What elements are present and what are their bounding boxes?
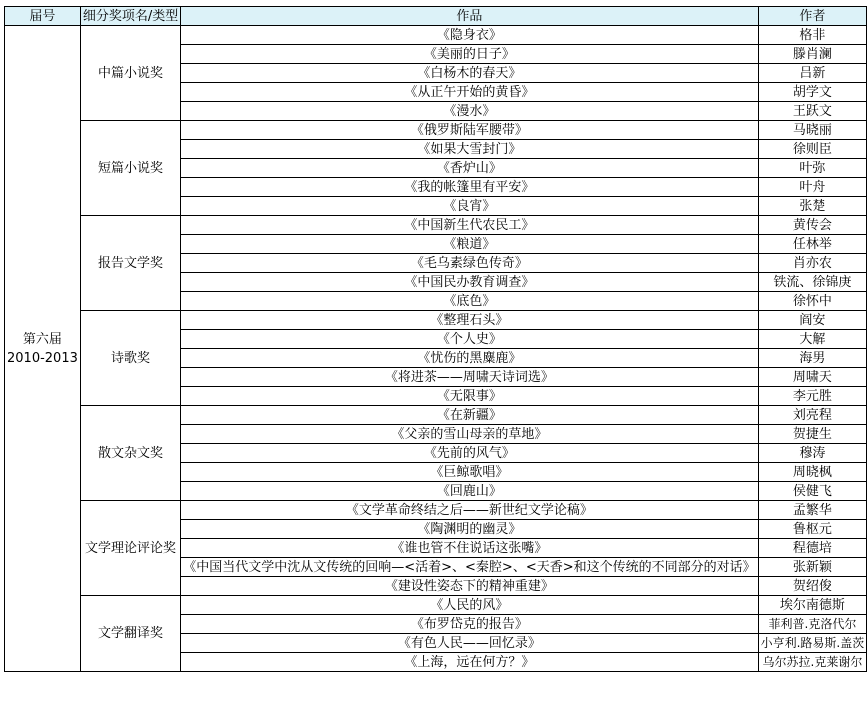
work-cell: 《从正午开始的黄昏》 xyxy=(181,83,758,102)
work-cell: 《父亲的雪山母亲的草地》 xyxy=(181,425,758,444)
category-cell: 文学理论评论奖 xyxy=(80,501,180,596)
header-author: 作者 xyxy=(758,7,867,26)
work-cell: 《隐身衣》 xyxy=(181,26,758,45)
author-cell: 肖亦农 xyxy=(758,254,867,273)
author-cell: 吕新 xyxy=(758,64,867,83)
table-row xyxy=(5,121,867,140)
header-session: 届号 xyxy=(5,7,81,26)
author-cell: 程德培 xyxy=(758,539,867,558)
work-cell: 《建设性姿态下的精神重建》 xyxy=(181,577,758,596)
author-cell: 小亨利.路易斯.盖茨 xyxy=(758,634,867,653)
author-cell: 侯健飞 xyxy=(758,482,867,501)
work-cell: 《布罗岱克的报告》 xyxy=(181,615,758,634)
work-cell: 《美丽的日子》 xyxy=(181,45,758,64)
table-row xyxy=(5,311,867,330)
work-cell: 《巨鲸歌唱》 xyxy=(181,463,758,482)
work-cell: 《良宵》 xyxy=(181,197,758,216)
work-cell: 《无限事》 xyxy=(181,387,758,406)
work-cell: 《我的帐篷里有平安》 xyxy=(181,178,758,197)
author-cell: 胡学文 xyxy=(758,83,867,102)
work-cell: 《毛乌素绿色传奇》 xyxy=(181,254,758,273)
work-cell: 《香炉山》 xyxy=(181,159,758,178)
author-cell: 菲利普.克洛代尔 xyxy=(758,615,867,634)
session-label: 第六届 xyxy=(22,331,62,347)
awards-table xyxy=(4,6,867,672)
work-cell: 《如果大雪封门》 xyxy=(181,140,758,159)
category-cell: 中篇小说奖 xyxy=(80,26,180,121)
author-cell: 任林举 xyxy=(758,235,867,254)
author-cell: 周啸天 xyxy=(758,368,867,387)
work-cell: 《中国新生代农民工》 xyxy=(181,216,758,235)
header-row xyxy=(5,7,867,26)
work-cell: 《粮道》 xyxy=(181,235,758,254)
work-cell: 《文学革命终结之后——新世纪文学论稿》 xyxy=(181,501,758,520)
table-row xyxy=(5,501,867,520)
header-category: 细分奖项名/类型 xyxy=(80,7,180,26)
author-cell: 黄传会 xyxy=(758,216,867,235)
work-cell: 《白杨木的春天》 xyxy=(181,64,758,83)
work-cell: 《先前的风气》 xyxy=(181,444,758,463)
work-cell: 《谁也管不住说话这张嘴》 xyxy=(181,539,758,558)
author-cell: 贺绍俊 xyxy=(758,577,867,596)
work-cell: 《中国当代文学中沈从文传统的回响—<活着>、<秦腔>、<天香>和这个传统的不同部分的对话》 xyxy=(181,558,758,577)
category-cell: 诗歌奖 xyxy=(80,311,180,406)
work-cell: 《中国民办教育调查》 xyxy=(181,273,758,292)
author-cell: 孟繁华 xyxy=(758,501,867,520)
author-cell: 张新颖 xyxy=(758,558,867,577)
author-cell: 贺捷生 xyxy=(758,425,867,444)
author-cell: 阎安 xyxy=(758,311,867,330)
table-row xyxy=(5,406,867,425)
author-cell: 海男 xyxy=(758,349,867,368)
work-cell: 《在新疆》 xyxy=(181,406,758,425)
author-cell: 穆涛 xyxy=(758,444,867,463)
author-cell: 鲁枢元 xyxy=(758,520,867,539)
work-cell: 《俄罗斯陆军腰带》 xyxy=(181,121,758,140)
author-cell: 徐怀中 xyxy=(758,292,867,311)
author-cell: 叶弥 xyxy=(758,159,867,178)
category-cell: 文学翻译奖 xyxy=(80,596,180,672)
author-cell: 埃尔南德斯 xyxy=(758,596,867,615)
work-cell: 《陶渊明的幽灵》 xyxy=(181,520,758,539)
work-cell: 《上海，远在何方？》 xyxy=(181,653,758,672)
author-cell: 王跃文 xyxy=(758,102,867,121)
author-cell: 马晓丽 xyxy=(758,121,867,140)
table-row xyxy=(5,216,867,235)
work-cell: 《漫水》 xyxy=(181,102,758,121)
category-cell: 报告文学奖 xyxy=(80,216,180,311)
author-cell: 滕肖澜 xyxy=(758,45,867,64)
author-cell: 周晓枫 xyxy=(758,463,867,482)
work-cell: 《个人史》 xyxy=(181,330,758,349)
category-cell: 短篇小说奖 xyxy=(80,121,180,216)
category-cell: 散文杂文奖 xyxy=(80,406,180,501)
session-years: 2010-2013 xyxy=(7,350,78,366)
header-work: 作品 xyxy=(181,7,758,26)
author-cell: 乌尔苏拉.克莱谢尔 xyxy=(758,653,867,672)
author-cell: 刘亮程 xyxy=(758,406,867,425)
author-cell: 铁流、徐锦庚 xyxy=(758,273,867,292)
work-cell: 《人民的风》 xyxy=(181,596,758,615)
work-cell: 《回鹿山》 xyxy=(181,482,758,501)
author-cell: 格非 xyxy=(758,26,867,45)
table-row xyxy=(5,596,867,615)
work-cell: 《底色》 xyxy=(181,292,758,311)
table-row xyxy=(5,26,867,45)
author-cell: 叶舟 xyxy=(758,178,867,197)
work-cell: 《整理石头》 xyxy=(181,311,758,330)
session-cell xyxy=(5,26,81,672)
author-cell: 大解 xyxy=(758,330,867,349)
work-cell: 《忧伤的黑麋鹿》 xyxy=(181,349,758,368)
author-cell: 徐则臣 xyxy=(758,140,867,159)
author-cell: 张楚 xyxy=(758,197,867,216)
work-cell: 《将进茶——周啸天诗词选》 xyxy=(181,368,758,387)
work-cell: 《有色人民——回忆录》 xyxy=(181,634,758,653)
author-cell: 李元胜 xyxy=(758,387,867,406)
